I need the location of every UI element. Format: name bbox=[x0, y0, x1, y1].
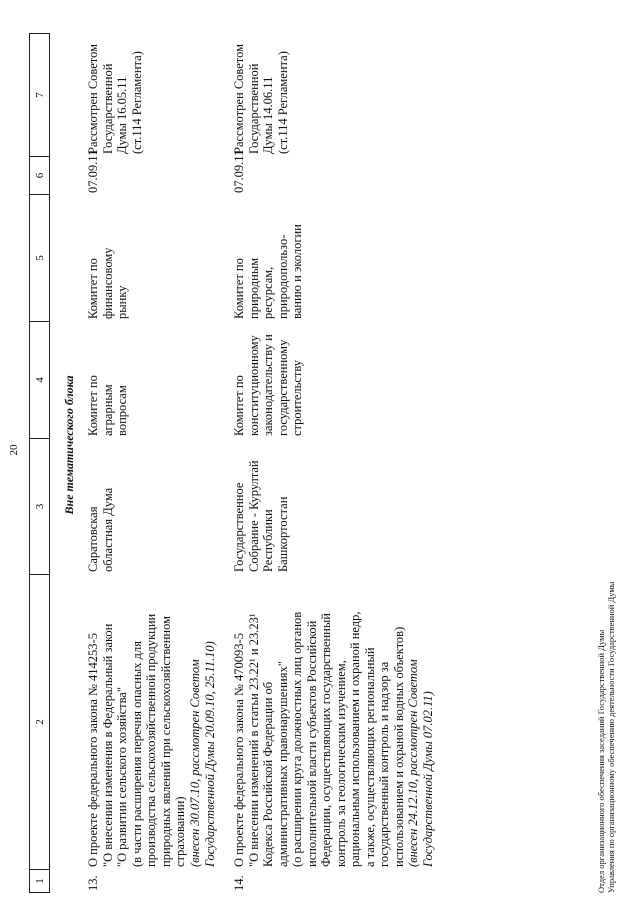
column-number: 5 bbox=[34, 255, 46, 261]
column-number: 1 bbox=[34, 878, 46, 884]
section-heading: Вне тематического блока bbox=[62, 375, 76, 515]
page-number: 20 bbox=[8, 444, 20, 456]
row-description: О проекте федерального закона № 414253-5 "О внесении изменения в Федеральный закон "О развитии сельского хозяйства" (в части расширения перечня опасных для производства сельскохозяйственной продукции природных явлений при сельскохозяйственном страховании) bbox=[86, 613, 187, 867]
table-left-rule bbox=[29, 892, 50, 893]
row-status: Рассмотрен Советом Государственной Думы 16.05.11 (ст.114 Регламента) bbox=[86, 43, 144, 154]
column-number: 7 bbox=[34, 92, 46, 98]
column-number: 2 bbox=[34, 719, 46, 725]
row-number: 13. bbox=[86, 875, 100, 891]
row-note: (внесен 24.12.10, рассмотрен Советом Государственной Думы 07.02.11) bbox=[406, 659, 435, 867]
column-number: 6 bbox=[34, 172, 46, 179]
footer-line: Отдел организационного обеспечения заседаний Государственной Думы bbox=[596, 629, 606, 893]
row-author: Саратовская областная Дума bbox=[86, 487, 115, 572]
row-status: Рассмотрен Советом Государственной Думы 14.06.11 (ст.114 Регламента) bbox=[232, 43, 290, 154]
row-committee-co: Комитет по финансовому рынку bbox=[86, 247, 129, 319]
row-committee-responsible: Комитет по аграрным вопросам bbox=[86, 375, 129, 436]
row-author: Государственное Собрание - Курултай Республики Башкортостан bbox=[232, 460, 290, 572]
row-description: О проекте федерального закона № 470093-5 "О внесении изменений в статьи 23.22¹ и 23.23¹ Кодекса Российской Федерации об административных правонарушениях" (о расширении круга должностных лиц органов исполнительной власти субъектов Российской Федерации, осуществляющих государственный контроль за геологическим изучением, рациональным использованием и охраной недр, а также, осуществляющих региональный государственный контроль и надзор за использованием и охраной водных объектов) bbox=[232, 611, 406, 867]
table-top-rule bbox=[29, 33, 30, 893]
row-number: 14. bbox=[232, 875, 246, 891]
row-committee-co: Комитет по природным ресурсам, природопользо- ванию и экологии bbox=[232, 224, 304, 319]
row-date: 07.09.11 bbox=[232, 149, 246, 193]
row-committee-responsible: Комитет по конституционному законодательству и государственному строительству bbox=[232, 334, 304, 436]
column-number: 4 bbox=[34, 377, 46, 383]
column-number: 3 bbox=[34, 503, 46, 510]
row-date: 07.09.11 bbox=[86, 149, 100, 193]
footer-line: Управления по организационному обеспечению деятельности Государственной Думы bbox=[606, 581, 616, 893]
table-header-rule bbox=[49, 33, 50, 893]
row-note: (внесен 30.07.10, рассмотрен Советом Государственной Думы 20.09.10, 25.11.10) bbox=[188, 641, 217, 867]
